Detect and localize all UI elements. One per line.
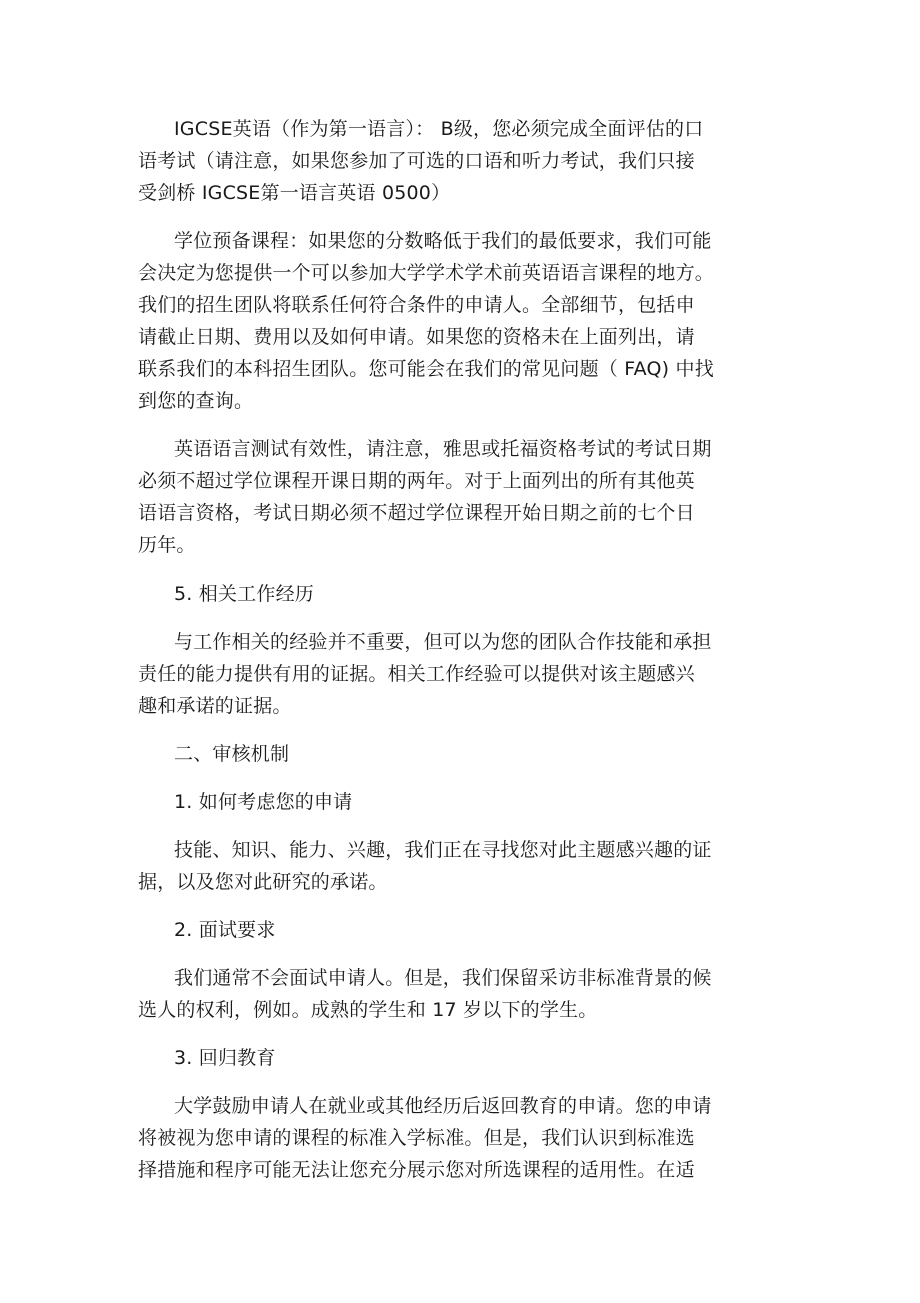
text-line: 必须不超过学位课程开课日期的两年。对于上面列出的所有其他英 [138, 470, 695, 492]
paragraph-foundation-course [138, 225, 788, 417]
text-line: 会决定为您提供一个可以参加大学学术学术前英语语言课程的地方。 [138, 262, 715, 284]
text-line: 语语言资格，考试日期必须不超过学位课程开始日期之前的七个日 [138, 502, 695, 524]
paragraph-test-validity [138, 433, 788, 561]
text-line: 大学鼓励申请人在就业或其他经历后返回教育的申请。您的申请 [174, 1095, 712, 1117]
text-line: 语考试（请注意，如果您参加了可选的口语和听力考试，我们只接 [138, 150, 695, 172]
text-line: 历年。 [138, 534, 196, 556]
heading-text: 二、审核机制 [174, 743, 290, 765]
paragraph-skills [138, 834, 788, 898]
text-line: 择措施和程序可能无法让您充分展示您对所选课程的适用性。在适 [138, 1159, 695, 1181]
text-line: 到您的查询。 [138, 390, 254, 412]
text-line: 将被视为您申请的课程的标准入学标准。但是，我们认识到标准选 [138, 1127, 695, 1149]
paragraph-work-experience [138, 626, 788, 722]
heading-text: 2. 面试要求 [174, 919, 276, 941]
text-line: 技能、知识、能力、兴趣，我们正在寻找您对此主题感兴趣的证 [174, 839, 712, 861]
section-heading-return-to-education [138, 1042, 788, 1074]
section-heading-application-consideration [138, 786, 788, 818]
section-heading-review-mechanism [138, 738, 788, 770]
text-line: 英语语言测试有效性，请注意，雅思或托福资格考试的考试日期 [174, 438, 712, 460]
heading-text: 1. 如何考虑您的申请 [174, 791, 353, 813]
section-heading-interview [138, 914, 788, 946]
text-line: 我们的招生团队将联系任何符合条件的申请人。全部细节，包括申 [138, 294, 695, 316]
heading-text: 3. 回归教育 [174, 1047, 276, 1069]
text-line: 联系我们的本科招生团队。您可能会在我们的常见问题（ FAQ) 中找 [138, 358, 714, 380]
text-line: 受剑桥 IGCSE第一语言英语 0500） [138, 182, 451, 204]
text-line: 据，以及您对此研究的承诺。 [138, 871, 388, 893]
paragraph-return-to-education [138, 1090, 788, 1186]
text-line: IGCSE英语（作为第一语言）： B级，您必须完成全面评估的口 [174, 118, 704, 140]
section-heading-work-experience [138, 578, 788, 610]
text-line: 我们通常不会面试申请人。但是，我们保留采访非标准背景的候 [174, 967, 712, 989]
paragraph-igcse-english [138, 113, 788, 209]
paragraph-interview [138, 962, 788, 1026]
text-line: 请截止日期、费用以及如何申请。如果您的资格未在上面列出，请 [138, 326, 695, 348]
text-line: 与工作相关的经验并不重要，但可以为您的团队合作技能和承担 [174, 631, 712, 653]
text-line: 学位预备课程：如果您的分数略低于我们的最低要求，我们可能 [174, 230, 712, 252]
text-line: 选人的权利，例如。成熟的学生和 17 岁以下的学生。 [138, 999, 598, 1021]
text-line: 趣和承诺的证据。 [138, 695, 292, 717]
text-line: 责任的能力提供有用的证据。相关工作经验可以提供对该主题感兴 [138, 663, 695, 685]
heading-text: 5. 相关工作经历 [174, 583, 314, 605]
